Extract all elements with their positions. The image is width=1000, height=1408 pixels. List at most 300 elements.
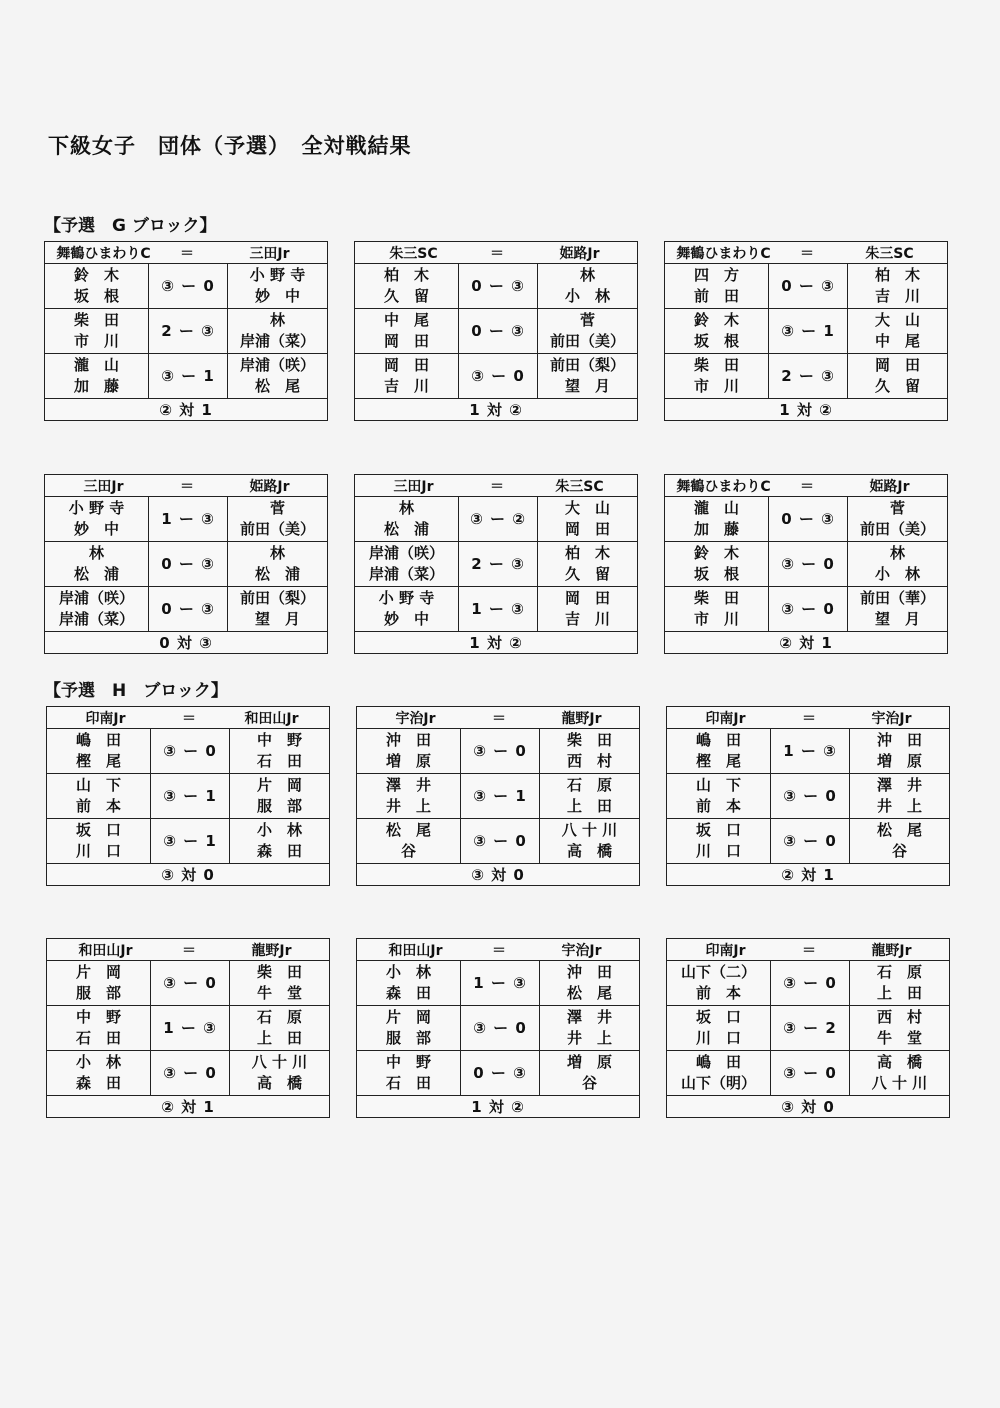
player-name: 坂 根 [73,287,119,305]
player-name: 久 留 [874,377,920,395]
player-name: 服 部 [75,984,121,1002]
match-row [667,1006,949,1051]
team2-players [538,542,637,586]
player-name: 前 本 [695,984,741,1002]
player-name: 市 川 [693,377,739,395]
score-text: ③ ー 0 [161,276,215,295]
game-score [771,819,850,863]
score-text: ③ ー 0 [473,1018,527,1037]
player-name: 八 十 川 [871,1074,928,1092]
match-result: 1 対 ② [779,401,833,419]
player-name: 柴 田 [693,589,739,607]
player-name: 坂 口 [695,821,741,839]
player-name: 澤 井 [385,776,431,794]
match-table [666,706,950,886]
team2-players [230,729,329,773]
player-name: 山 下 [75,776,121,794]
match-row [357,961,639,1006]
score-text: ③ ー 0 [163,1063,217,1082]
player-name: 服 部 [385,1029,431,1047]
player-name: 小 林 [75,1053,121,1071]
player-name: 前 田 [693,287,739,305]
team1-name: 舞鶴ひまわりC [676,245,771,262]
team2-players [848,354,947,398]
player-name: 林 [269,311,285,329]
player-name: 松 尾 [566,984,612,1002]
player-name: 岸浦（菜） [239,332,315,350]
player-name: 樫 尾 [695,752,741,770]
team1-players [667,1006,771,1050]
score-text: ③ ー 2 [783,1018,837,1037]
player-name: 石 原 [876,963,922,981]
player-name: 川 口 [695,842,741,860]
team2-players [538,264,637,308]
player-name: 岡 田 [383,356,429,374]
team1-name: 舞鶴ひまわりC [56,245,151,262]
player-name: 岸浦（咲） [239,356,315,374]
score-text: ③ ー ② [470,509,526,528]
player-name: 牛 堂 [876,1029,922,1047]
team1-players [667,1051,771,1095]
match-header [355,242,637,264]
team1-players [45,309,149,353]
match-header [45,475,327,497]
team2-players [850,819,949,863]
game-score [769,542,848,586]
match-row [357,819,639,864]
player-name: 瀧 山 [693,499,739,517]
player-name: 前田（美） [239,520,315,538]
player-name: 岸浦（咲） [58,589,134,607]
team1-players [47,1006,151,1050]
game-score [769,354,848,398]
game-score [149,264,228,308]
team2-players [850,1006,949,1050]
team1-players [665,264,769,308]
player-name: 妙 中 [383,610,429,628]
match-header [355,475,637,497]
team2-players [230,774,329,818]
player-name: 中 尾 [383,311,429,329]
player-name: 川 口 [695,1029,741,1047]
team1-players [355,264,459,308]
team1-players [355,497,459,541]
player-name: 四 方 [693,266,739,284]
match-row [667,1051,949,1096]
score-text: 1 ー ③ [163,1018,217,1037]
player-name: 森 田 [75,1074,121,1092]
player-name: 加 藤 [693,520,739,538]
match-row [357,729,639,774]
match-row [355,497,637,542]
team1-players [665,354,769,398]
game-score [459,587,538,631]
team2-players [540,819,639,863]
match-row [45,542,327,587]
score-text: ③ ー 0 [163,741,217,760]
player-name: 増 原 [385,752,431,770]
player-name: 柴 田 [693,356,739,374]
versus-sign: ＝ [180,478,194,495]
team2-name: 龍野Jr [251,942,292,959]
player-name: 高 橋 [566,842,612,860]
player-name: 嶋 田 [75,731,121,749]
player-name: 菅 [269,499,285,517]
match-row [45,497,327,542]
score-text: 0 ー ③ [781,509,835,528]
player-name: 片 岡 [385,1008,431,1026]
block-label-g: 【予選 G ブロック】 [44,216,217,236]
team2-players [228,264,327,308]
score-text: ③ ー 1 [781,321,835,340]
team2-players [848,264,947,308]
player-name: 松 尾 [385,821,431,839]
score-text: 1 ー ③ [471,599,525,618]
player-name: 前田（梨） [549,356,625,374]
page-title: 下級女子 団体（予選） 全対戦結果 [48,134,412,158]
player-name: 松 浦 [383,520,429,538]
game-score [459,542,538,586]
game-score [151,819,230,863]
player-name: 中 野 [385,1053,431,1071]
player-name: 前 本 [75,797,121,815]
score-text: ③ ー 0 [473,741,527,760]
score-text: 2 ー ③ [471,554,525,573]
game-score [769,587,848,631]
player-name: 林 [88,544,104,562]
team2-players [848,309,947,353]
match-row [47,961,329,1006]
player-name: 大 山 [564,499,610,517]
team2-players [540,729,639,773]
match-result: ② 対 1 [779,634,833,652]
player-name: 鈴 木 [693,311,739,329]
versus-sign: ＝ [800,478,814,495]
team1-players [45,354,149,398]
team2-name: 龍野Jr [871,942,912,959]
game-score [771,774,850,818]
player-name: 澤 井 [876,776,922,794]
match-table [356,706,640,886]
player-name: 井 上 [876,797,922,815]
match-result: 1 対 ② [471,1098,525,1116]
game-score [151,774,230,818]
match-row [355,542,637,587]
match-table [356,938,640,1118]
player-name: 片 岡 [75,963,121,981]
match-header [47,707,329,729]
game-score [459,497,538,541]
score-text: ③ ー 0 [783,1063,837,1082]
player-name: 前 本 [695,797,741,815]
game-score [771,729,850,773]
game-score [149,542,228,586]
player-name: 沖 田 [566,963,612,981]
player-name: 山下（二） [680,963,756,981]
match-row [45,587,327,632]
team2-name: 龍野Jr [561,710,602,727]
team2-name: 姫路Jr [249,478,290,495]
score-text: ③ ー 0 [471,366,525,385]
team1-players [45,587,149,631]
match-row [357,1051,639,1096]
player-name: 嶋 田 [695,731,741,749]
game-score [459,309,538,353]
player-name: 菅 [889,499,905,517]
score-text: ③ ー 1 [163,786,217,805]
player-name: 増 原 [876,752,922,770]
player-name: 中 野 [75,1008,121,1026]
team1-players [47,1051,151,1095]
player-name: 片 岡 [256,776,302,794]
team2-players [228,354,327,398]
match-table [664,474,948,654]
game-score [459,264,538,308]
score-text: 0 ー ③ [161,554,215,573]
player-name: 市 川 [73,332,119,350]
player-name: 瀧 山 [73,356,119,374]
player-name: 加 藤 [73,377,119,395]
match-row [357,1006,639,1051]
team1-players [355,309,459,353]
game-score [461,729,540,773]
player-name: 林 [889,544,905,562]
player-name: 谷 [581,1074,597,1092]
match-row [667,819,949,864]
score-text: 1 ー ③ [473,973,527,992]
match-header [45,242,327,264]
team2-players [850,729,949,773]
player-name: 岡 田 [874,356,920,374]
score-text: 1 ー ③ [161,509,215,528]
player-name: 松 浦 [254,565,300,583]
match-row [47,1006,329,1051]
player-name: 前田（華） [859,589,935,607]
match-row [47,729,329,774]
match-table [44,241,328,421]
match-header [667,707,949,729]
player-name: 小 野 寺 [378,589,435,607]
team2-name: 宇治Jr [871,710,912,727]
versus-sign: ＝ [492,942,506,959]
score-text: ③ ー 0 [783,831,837,850]
team1-players [45,264,149,308]
game-score [151,729,230,773]
team1-players [355,542,459,586]
score-text: 0 ー ③ [471,321,525,340]
player-name: 小 野 寺 [68,499,125,517]
player-name: 柏 木 [874,266,920,284]
team1-players [357,774,461,818]
match-result: ② 対 1 [159,401,213,419]
player-name: 小 林 [256,821,302,839]
team1-players [665,587,769,631]
game-score [461,961,540,1005]
player-name: 林 [269,544,285,562]
player-name: 岡 田 [564,520,610,538]
match-row [45,309,327,354]
player-name: 増 原 [566,1053,612,1071]
match-result: ② 対 1 [781,866,835,884]
game-score [461,819,540,863]
player-name: 高 橋 [876,1053,922,1071]
team2-players [850,961,949,1005]
team1-players [47,961,151,1005]
match-result: 1 対 ② [469,634,523,652]
player-name: 柏 木 [383,266,429,284]
team2-players [538,309,637,353]
team1-players [357,729,461,773]
match-row [665,309,947,354]
match-header [357,939,639,961]
game-score [771,961,850,1005]
team2-players [848,587,947,631]
match-table [354,474,638,654]
player-name: 石 田 [256,752,302,770]
player-name: 谷 [891,842,907,860]
team1-name: 印南Jr [705,710,746,727]
player-name: 坂 根 [693,332,739,350]
player-name: 上 田 [566,797,612,815]
versus-sign: ＝ [802,942,816,959]
player-name: 前田（美） [859,520,935,538]
player-name: 松 尾 [876,821,922,839]
team1-players [667,774,771,818]
player-name: 山下（明） [680,1074,756,1092]
score-text: ③ ー 0 [473,831,527,850]
player-name: 高 橋 [256,1074,302,1092]
player-name: 小 野 寺 [249,266,306,284]
player-name: 石 原 [566,776,612,794]
player-name: 井 上 [385,797,431,815]
game-score [461,1006,540,1050]
match-row [45,264,327,309]
player-name: 望 月 [254,610,300,628]
player-name: 牛 堂 [256,984,302,1002]
team1-players [45,497,149,541]
match-table [354,241,638,421]
player-name: 八 十 川 [561,821,618,839]
team1-name: 印南Jr [705,942,746,959]
team2-players [230,1006,329,1050]
game-score [149,309,228,353]
player-name: 坂 口 [695,1008,741,1026]
player-name: 林 [398,499,414,517]
team1-name: 和田山Jr [388,942,443,959]
team1-players [357,961,461,1005]
team2-name: 和田山Jr [244,710,299,727]
player-name: 前田（美） [549,332,625,350]
versus-sign: ＝ [180,245,194,262]
match-table [46,938,330,1118]
team2-name: 朱三SC [555,478,604,495]
team1-players [667,961,771,1005]
score-text: 0 ー ③ [161,599,215,618]
player-name: 岸浦（菜） [368,565,444,583]
game-score [149,587,228,631]
player-name: 石 田 [385,1074,431,1092]
score-text: 0 ー ③ [471,276,525,295]
player-name: 吉 川 [564,610,610,628]
team1-players [665,497,769,541]
team1-name: 三田Jr [83,478,124,495]
score-text: 2 ー ③ [161,321,215,340]
player-name: 上 田 [876,984,922,1002]
team2-players [228,542,327,586]
player-name: 望 月 [874,610,920,628]
match-row [665,497,947,542]
player-name: 坂 根 [693,565,739,583]
match-header [47,939,329,961]
game-score [769,264,848,308]
team1-players [47,729,151,773]
player-name: 中 野 [256,731,302,749]
team2-players [230,961,329,1005]
score-text: ③ ー 0 [781,599,835,618]
player-name: 松 浦 [73,565,119,583]
player-name: 服 部 [256,797,302,815]
player-name: 松 尾 [254,377,300,395]
versus-sign: ＝ [490,245,504,262]
team2-players [540,1006,639,1050]
player-name: 林 [579,266,595,284]
score-text: ③ ー 1 [161,366,215,385]
player-name: 柴 田 [73,311,119,329]
match-row [47,1051,329,1096]
team1-name: 朱三SC [389,245,438,262]
team2-players [540,961,639,1005]
match-row [357,774,639,819]
team2-name: 宇治Jr [561,942,602,959]
match-row [665,264,947,309]
versus-sign: ＝ [182,942,196,959]
team1-players [355,587,459,631]
player-name: 吉 川 [383,377,429,395]
game-score [769,497,848,541]
match-row [355,587,637,632]
match-header [357,707,639,729]
player-name: 八 十 川 [251,1053,308,1071]
player-name: 樫 尾 [75,752,121,770]
versus-sign: ＝ [492,710,506,727]
team2-players [230,1051,329,1095]
team1-players [667,819,771,863]
score-text: 2 ー ③ [781,366,835,385]
game-score [771,1006,850,1050]
team2-players [848,542,947,586]
score-text: ③ ー 0 [781,554,835,573]
player-name: 岸浦（菜） [58,610,134,628]
team2-players [538,354,637,398]
team1-players [667,729,771,773]
match-result: ② 対 1 [161,1098,215,1116]
match-table [664,241,948,421]
match-result: ③ 対 0 [161,866,215,884]
player-name: 上 田 [256,1029,302,1047]
player-name: 山 下 [695,776,741,794]
player-name: 小 林 [385,963,431,981]
match-row [45,354,327,399]
score-text: ③ ー 0 [783,786,837,805]
versus-sign: ＝ [490,478,504,495]
team2-players [228,309,327,353]
player-name: 坂 口 [75,821,121,839]
team1-players [357,819,461,863]
player-name: 川 口 [75,842,121,860]
match-row [665,354,947,399]
match-result: 0 対 ③ [159,634,213,652]
player-name: 妙 中 [73,520,119,538]
